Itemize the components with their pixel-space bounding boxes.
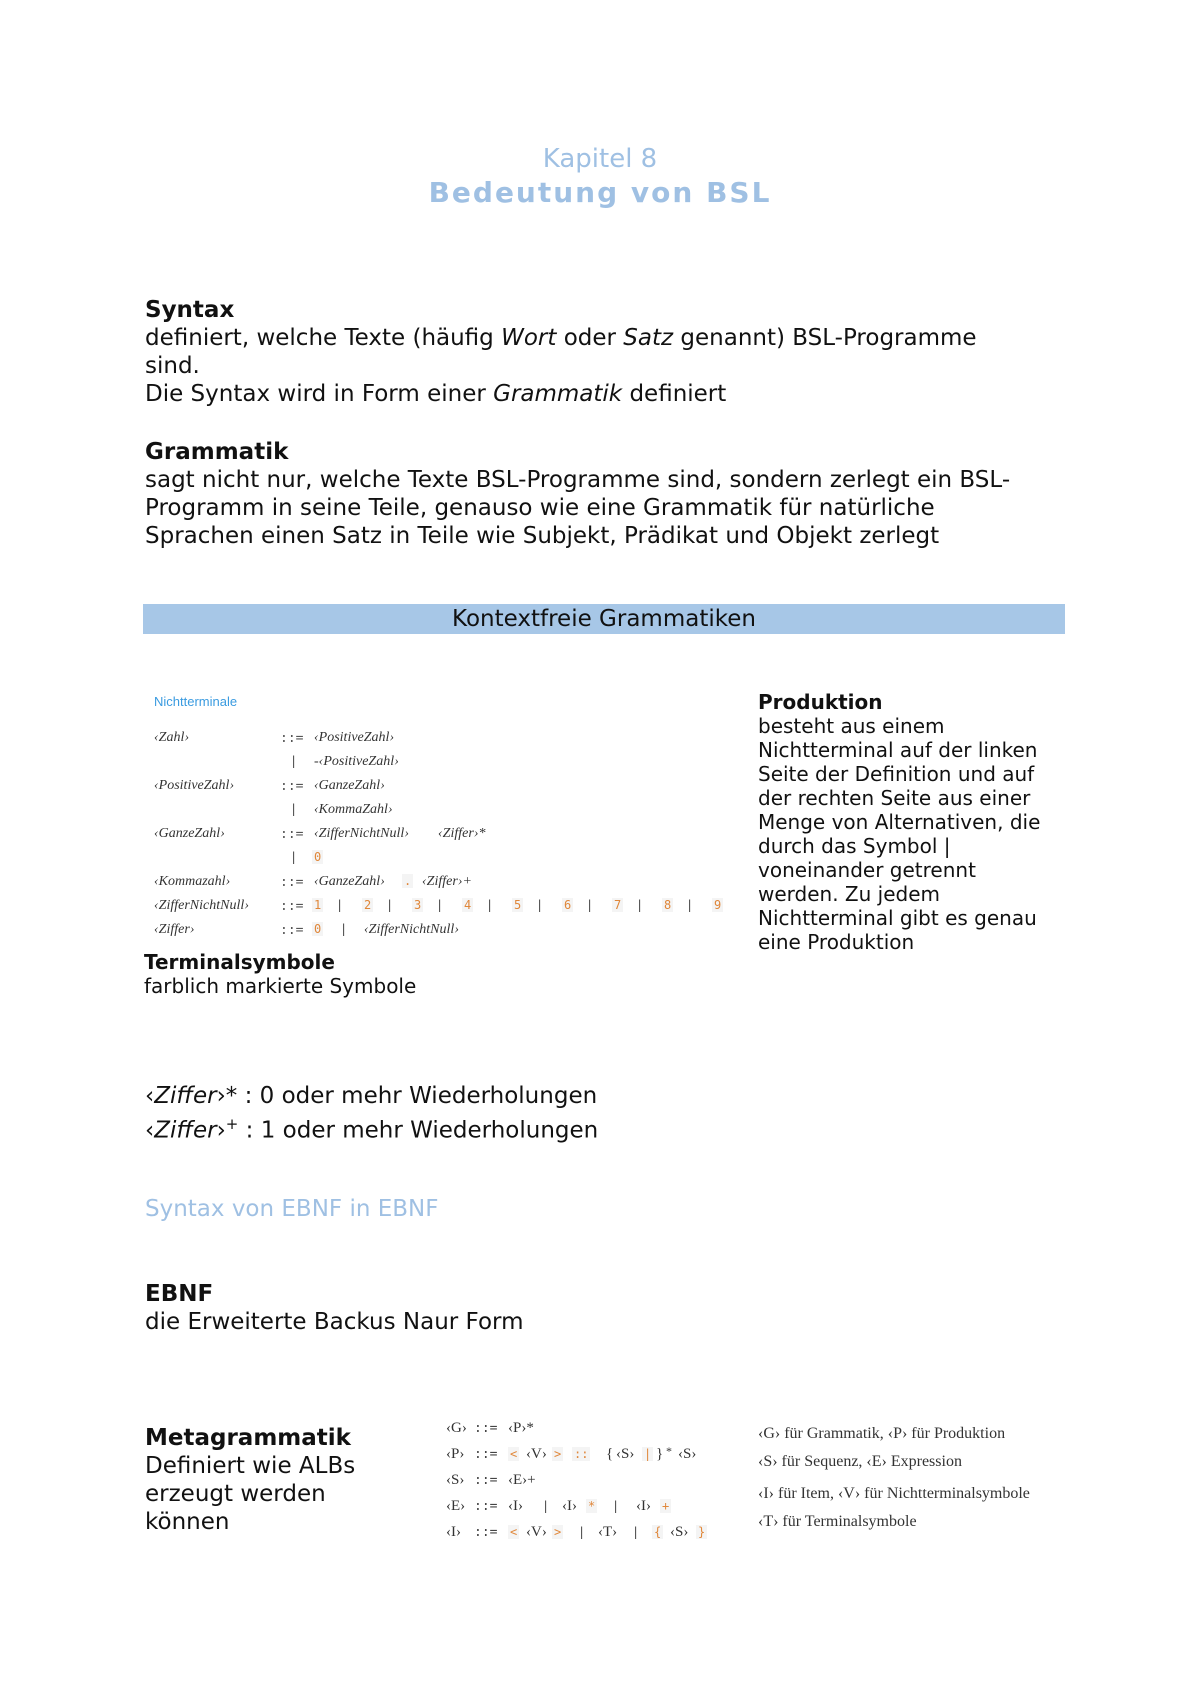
- terminal-section: [144, 950, 416, 998]
- legend-line: ‹S› für Sequenz, ‹E› Expression: [758, 1453, 962, 1470]
- terminal-digit: 1: [314, 898, 322, 912]
- terminal-lt: <: [510, 1447, 518, 1461]
- ebnf-syntax-heading: Syntax von EBNF in EBNF: [145, 1196, 439, 1222]
- meta-i: ‹I›: [636, 1498, 651, 1514]
- terminal-star: *: [588, 1499, 596, 1513]
- nt-ziffer-star: ‹Ziffer›*: [438, 826, 486, 841]
- ziffer-term: Ziffer: [154, 1083, 217, 1109]
- def-op: ::=: [280, 779, 304, 794]
- terminal-digit: 7: [614, 898, 622, 912]
- grammatik-line-1: sagt nicht nur, welche Texte BSL-Programme sind, sondern zerlegt ein BSL-: [145, 467, 1011, 493]
- meta-t: ‹T›: [598, 1524, 618, 1540]
- terminal-digit: 5: [514, 898, 522, 912]
- terminal-digit: 4: [464, 898, 472, 912]
- terminal-rbrace: }: [698, 1525, 706, 1539]
- repetition-star-line: ‹Ziffer›* : 0 oder mehr Wiederholungen: [145, 1083, 598, 1109]
- alt-bar: |: [542, 1499, 550, 1513]
- def-op: ::=: [474, 1447, 498, 1462]
- meta-v: ‹V›: [526, 1524, 547, 1540]
- terminal-heading: Terminalsymbole: [144, 950, 335, 974]
- meta-v: ‹V›: [526, 1446, 547, 1462]
- section-banner: Kontextfreie Grammatiken: [143, 604, 1065, 634]
- produktion-line: Menge von Alternativen, die: [758, 810, 1041, 834]
- terminal-text: farblich markierte Symbole: [144, 974, 417, 998]
- grammatik-heading: Grammatik: [145, 439, 289, 465]
- produktion-line: Nichtterminal auf der linken: [758, 738, 1038, 762]
- terminal-digit: 2: [364, 898, 372, 912]
- produktion-line: werden. Zu jedem: [758, 882, 941, 906]
- nt-positivezahl: ‹PositiveZahl›: [314, 730, 395, 745]
- meta-i: ‹I›: [508, 1498, 523, 1514]
- meta-line: erzeugt werden: [145, 1481, 326, 1507]
- produktion-line: besteht aus einem: [758, 714, 945, 738]
- alt-bar: |: [578, 1525, 586, 1539]
- alt-bar: |: [386, 898, 394, 912]
- meta-lbrace: {: [606, 1446, 614, 1462]
- terminal-lt: <: [510, 1525, 518, 1539]
- ziffer-term: Ziffer: [154, 1117, 217, 1144]
- alt-bar: |: [436, 898, 444, 912]
- terminal-lbrace: {: [654, 1525, 662, 1539]
- ebnf-text: die Erweiterte Backus Naur Form: [145, 1309, 524, 1335]
- produktion-line: Nichtterminal gibt es genau: [758, 906, 1037, 930]
- alt-bar: |: [686, 898, 694, 912]
- alt-bar: |: [290, 850, 298, 864]
- syntax-satz: Satz: [623, 325, 674, 351]
- chapter-label: Kapitel 8: [542, 144, 658, 174]
- def-op: ::=: [280, 899, 304, 914]
- meta-i-lhs: ‹I›: [446, 1524, 461, 1540]
- legend-line: ‹G› für Grammatik, ‹P› für Produktion: [758, 1425, 1006, 1442]
- syntax-wort: Wort: [501, 325, 557, 351]
- grammatik-line-2: Programm in seine Teile, genauso wie eine Grammatik für natürliche: [145, 495, 935, 521]
- ebnf-section: [145, 1280, 1065, 1336]
- produktion-line: der rechten Seite aus einer: [758, 786, 1031, 810]
- syntax-text-3b: definiert: [622, 381, 727, 407]
- nt-ganzezahl-lhs: ‹GanzeZahl›: [154, 826, 225, 841]
- plus-symbol: +: [225, 1115, 239, 1133]
- meta-s: ‹S›: [670, 1524, 689, 1540]
- def-op: ::=: [474, 1473, 498, 1488]
- alt-bar: |: [536, 898, 544, 912]
- meta-s-lhs: ‹S›: [446, 1472, 465, 1488]
- terminal-plus: +: [662, 1499, 670, 1513]
- def-op: ::=: [474, 1499, 498, 1514]
- nt-ganzezahl: ‹GanzeZahl›: [314, 778, 385, 793]
- terminal-digit: 3: [414, 898, 422, 912]
- nt-ziffer-lhs: ‹Ziffer›: [154, 922, 195, 937]
- grammar-figure: [150, 690, 740, 940]
- alt-bar: |: [340, 922, 348, 936]
- nt-positivezahl-lhs: ‹PositiveZahl›: [154, 778, 235, 793]
- syntax-section: [145, 296, 1065, 408]
- syntax-text-3a: Die Syntax wird in Form einer: [145, 381, 494, 407]
- syntax-grammatik: Grammatik: [493, 381, 623, 407]
- legend-line: ‹I› für Item, ‹V› für Nichtterminalsymbole: [758, 1485, 1030, 1502]
- nt-kommazahl-lhs: ‹Kommazahl›: [154, 874, 231, 889]
- alt-bar: |: [636, 898, 644, 912]
- meta-star: *: [666, 1444, 672, 1458]
- terminal-digit: 8: [664, 898, 672, 912]
- metagrammatik-section: [145, 1424, 405, 1536]
- ebnf-heading: EBNF: [145, 1281, 214, 1307]
- meta-line: Definiert wie ALBs: [145, 1453, 356, 1479]
- def-op: ::=: [280, 923, 304, 938]
- alt-bar: |: [586, 898, 594, 912]
- chapter-title: Bedeutung von BSL: [428, 176, 772, 209]
- terminal-digit: 6: [564, 898, 572, 912]
- nt-ziffernichtnull: ‹ZifferNichtNull›: [314, 826, 409, 841]
- meta-i: ‹I›: [562, 1498, 577, 1514]
- metagrammatik-heading: Metagrammatik: [145, 1425, 351, 1451]
- grammatik-section: [145, 438, 1065, 550]
- alt-bar: |: [612, 1499, 620, 1513]
- syntax-text-1c: genannt) BSL-Programme: [673, 325, 977, 351]
- meta-e-lhs: ‹E›: [446, 1498, 466, 1514]
- terminal-gt: >: [554, 1525, 562, 1539]
- syntax-heading: Syntax: [145, 297, 235, 323]
- syntax-text-1a: definiert, welche Texte (häufig: [145, 325, 502, 351]
- alt-bar: |: [336, 898, 344, 912]
- alt-bar: |: [290, 802, 298, 816]
- metagrammar-figure: [446, 1420, 736, 1550]
- star-symbol: *: [225, 1083, 238, 1109]
- nichtterminale-heading: Nichtterminale: [154, 694, 238, 709]
- meta-pstar: ‹P›*: [508, 1420, 534, 1436]
- def-op: ::=: [280, 875, 304, 890]
- nt-ganzezahl-rhs: ‹GanzeZahl›: [314, 874, 385, 889]
- def-op: ::=: [474, 1525, 498, 1540]
- terminal-zero: 0: [314, 850, 322, 864]
- metagrammar-legend: [758, 1420, 1078, 1536]
- syntax-text-1b: oder: [556, 325, 624, 351]
- meta-s: ‹S›: [678, 1446, 697, 1462]
- meta-s: ‹S›: [616, 1446, 635, 1462]
- nt-minus-positivezahl: -‹PositiveZahl›: [314, 754, 399, 769]
- produktion-section: [758, 690, 1058, 954]
- terminal-zero: 0: [314, 922, 322, 936]
- def-op: ::=: [280, 827, 304, 842]
- nt-ziffernichtnull-lhs: ‹ZifferNichtNull›: [154, 898, 249, 913]
- star-text: : 0 oder mehr Wiederholungen: [237, 1083, 598, 1109]
- legend-line: ‹T› für Terminalsymbole: [758, 1513, 917, 1530]
- produktion-heading: Produktion: [758, 690, 883, 714]
- nt-kommazahl: ‹KommaZahl›: [314, 802, 393, 817]
- grammatik-line-3: Sprachen einen Satz in Teile wie Subjekt, Prädikat und Objekt zerlegt: [145, 523, 940, 549]
- alt-bar: |: [290, 754, 298, 768]
- produktion-line: voneinander getrennt: [758, 858, 976, 882]
- meta-line: können: [145, 1509, 230, 1535]
- meta-rbrace: }: [656, 1446, 664, 1462]
- repetition-plus-line: ‹Ziffer›+ : 1 oder mehr Wiederholungen: [145, 1115, 599, 1144]
- terminal-dot: .: [404, 874, 412, 888]
- terminal-bar: |: [644, 1447, 652, 1461]
- terminal-digit: 9: [714, 898, 722, 912]
- produktion-line: durch das Symbol |: [758, 834, 951, 858]
- def-op: ::=: [474, 1421, 498, 1436]
- meta-g: ‹G›: [446, 1420, 467, 1436]
- terminal-dc: ::: [574, 1447, 589, 1461]
- alt-bar: |: [486, 898, 494, 912]
- def-op: ::=: [280, 731, 304, 746]
- alt-bar: |: [632, 1525, 640, 1539]
- plus-text: : 1 oder mehr Wiederholungen: [238, 1117, 599, 1144]
- nt-ziffer-plus: ‹Ziffer›+: [422, 874, 472, 889]
- meta-p: ‹P›: [446, 1446, 465, 1462]
- produktion-line: Seite der Definition und auf: [758, 762, 1035, 786]
- produktion-line: eine Produktion: [758, 930, 915, 954]
- nt-ziffernichtnull-rhs: ‹ZifferNichtNull›: [364, 922, 459, 937]
- meta-eplus: ‹E›+: [508, 1472, 536, 1488]
- terminal-gt: >: [554, 1447, 562, 1461]
- nt-zahl: ‹Zahl›: [154, 730, 189, 745]
- syntax-text-2: sind.: [145, 353, 200, 379]
